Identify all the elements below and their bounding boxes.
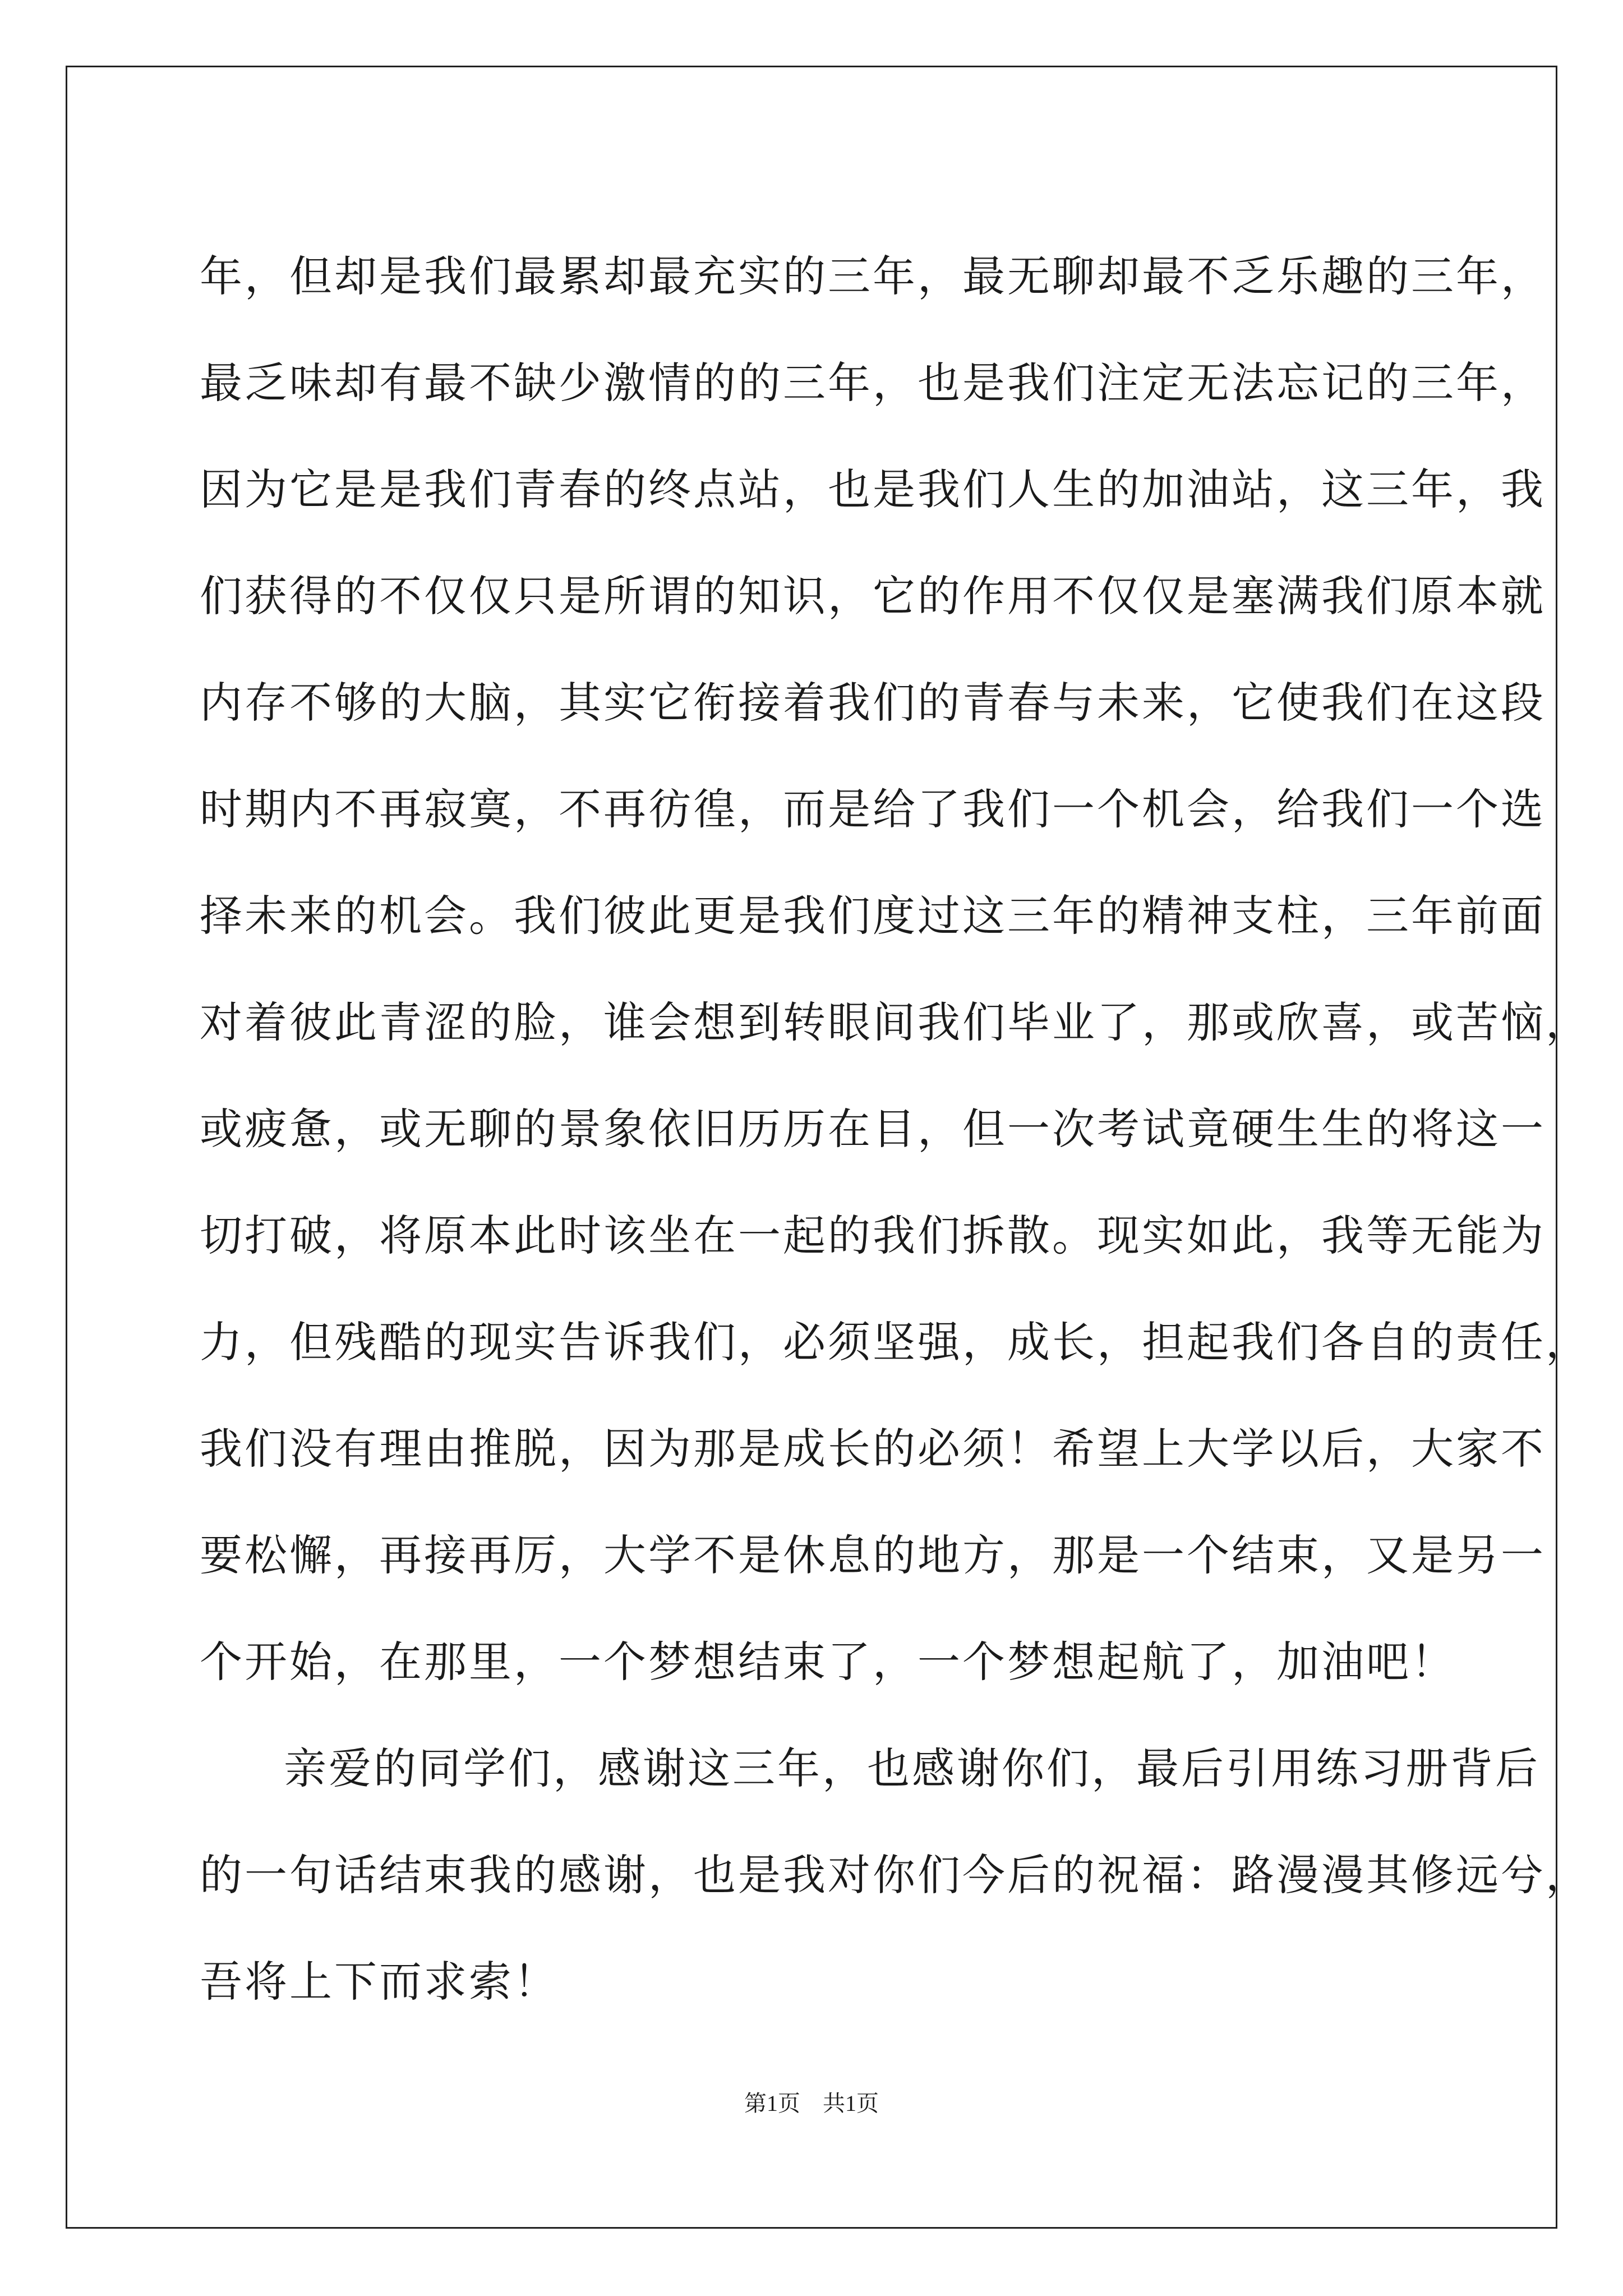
text-line: 要松懈，再接再厉，大学不是休息的地方，那是一个结束，又是另一	[200, 1530, 1546, 1580]
text-line: 切打破，将原本此时该坐在一起的我们拆散。现实如此，我等无能为	[200, 1211, 1546, 1260]
page-number-footer: 第1页 共1页	[744, 2091, 879, 2116]
paragraph-start-line: 亲爱的同学们，感谢这三年，也感谢你们，最后引用练习册背后	[284, 1743, 1540, 1793]
text-line: 因为它是是我们青春的终点站，也是我们人生的加油站，这三年，我	[200, 464, 1546, 514]
text-line: 的一句话结束我的感谢，也是我对你们今后的祝福：路漫漫其修远兮，	[200, 1850, 1590, 1900]
text-line: 对着彼此青涩的脸，谁会想到转眼间我们毕业了，那或欣喜，或苦恼，	[200, 997, 1590, 1047]
text-line: 们获得的不仅仅只是所谓的知识，它的作用不仅仅是塞满我们原本就	[200, 571, 1546, 621]
document-body	[200, 223, 1590, 2035]
text-line: 个开始，在那里，一个梦想结束了，一个梦想起航了，加油吧！	[200, 1637, 1456, 1687]
text-line: 择未来的机会。我们彼此更是我们度过这三年的精神支柱，三年前面	[200, 891, 1546, 941]
text-line: 时期内不再寂寞，不再彷徨，而是给了我们一个机会，给我们一个选	[200, 784, 1546, 834]
text-line: 年，但却是我们最累却最充实的三年，最无聊却最不乏乐趣的三年，	[200, 251, 1546, 301]
text-line: 力，但残酷的现实告诉我们，必须坚强，成长，担起我们各自的责任，	[200, 1317, 1590, 1367]
text-line: 最乏味却有最不缺少激情的的三年，也是我们注定无法忘记的三年，	[200, 358, 1546, 408]
text-line: 或疲惫，或无聊的景象依旧历历在目，但一次考试竟硬生生的将这一	[200, 1104, 1546, 1154]
text-line: 我们没有理由推脱，因为那是成长的必须！希望上大学以后，大家不	[200, 1424, 1546, 1474]
text-line: 吾将上下而求索！	[200, 1957, 559, 2007]
text-line: 内存不够的大脑，其实它衔接着我们的青春与未来，它使我们在这段	[200, 678, 1546, 728]
